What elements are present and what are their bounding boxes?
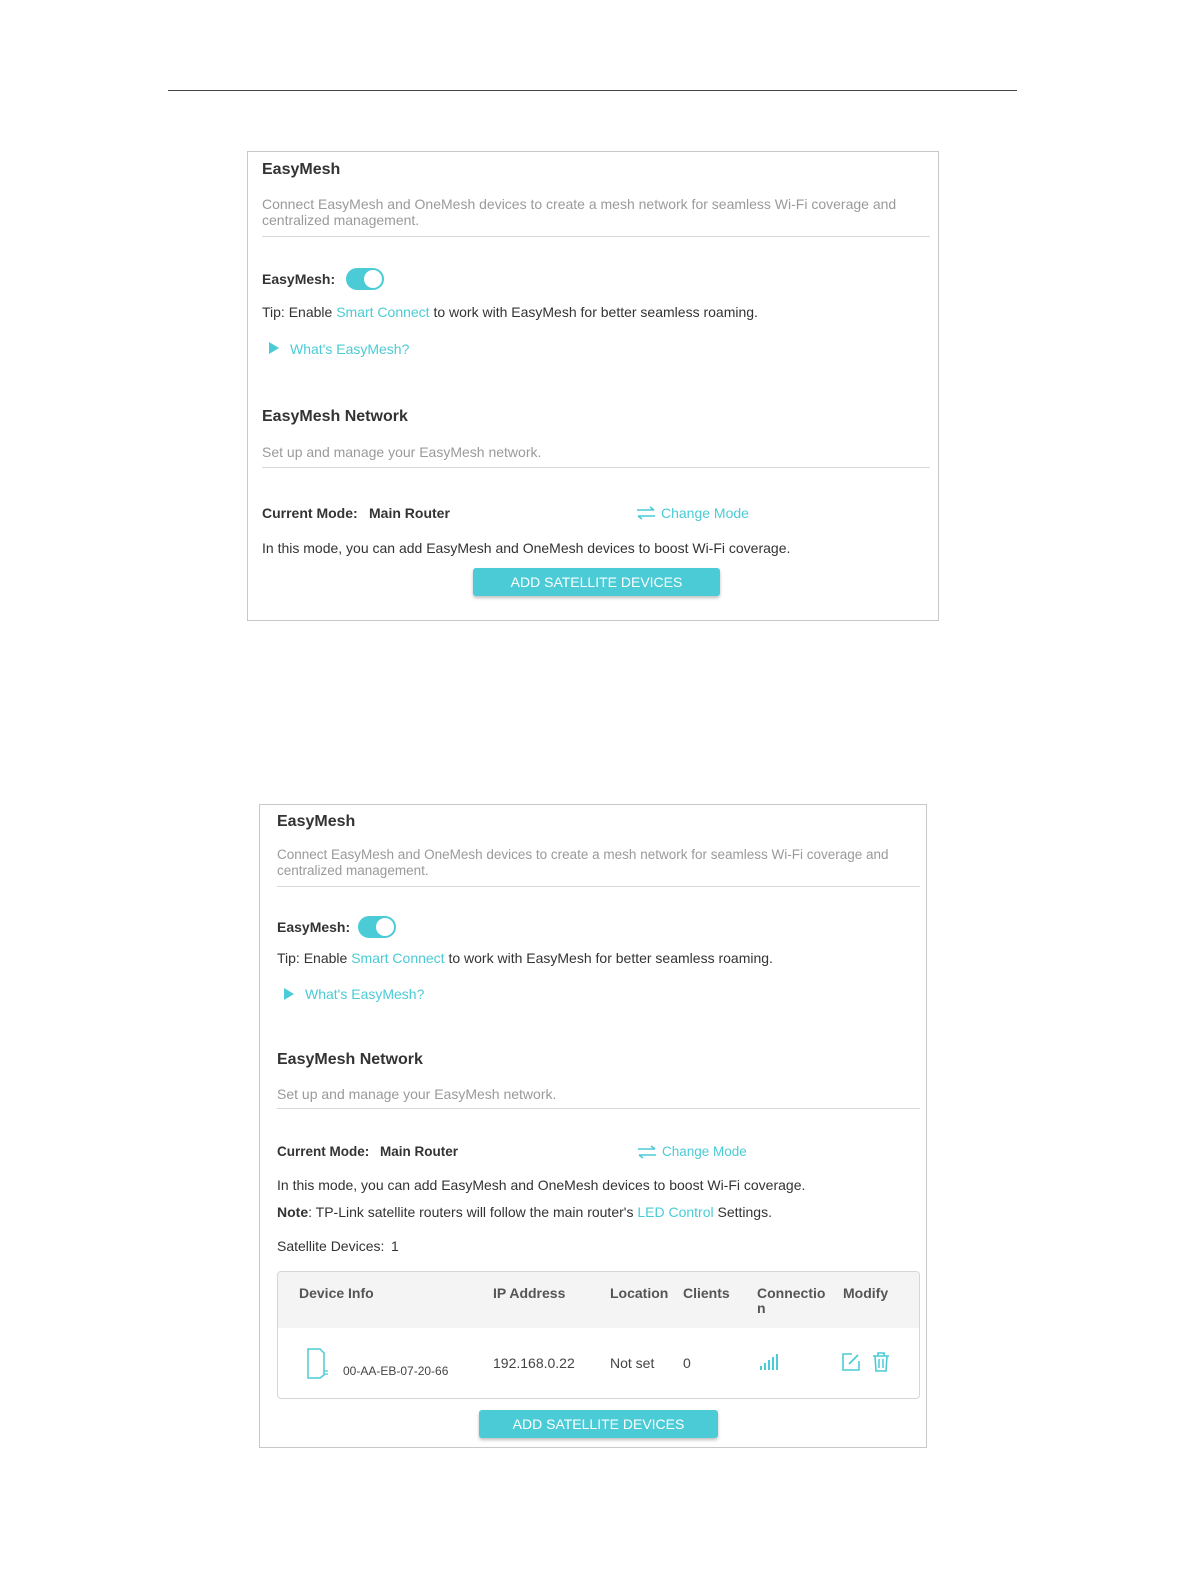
network-section-description: Set up and manage your EasyMesh network. — [262, 444, 542, 460]
section-title: EasyMesh — [262, 161, 341, 178]
network-section-description: Set up and manage your EasyMesh network. — [277, 1086, 557, 1102]
mode-info-text: In this mode, you can add EasyMesh and OneMesh devices to boost Wi-Fi coverage. — [262, 540, 791, 556]
easymesh-toggle-label: EasyMesh: — [277, 919, 351, 935]
whats-easymesh-link[interactable]: What's EasyMesh? — [290, 341, 410, 357]
easymesh-toggle-label: EasyMesh: — [262, 271, 336, 287]
tip-suffix: to work with EasyMesh for better seamless roaming. — [429, 304, 758, 320]
toggle-knob — [376, 918, 394, 936]
smart-connect-link[interactable]: Smart Connect — [351, 950, 445, 966]
section-description: Connect EasyMesh and OneMesh devices to create a mesh network for seamless Wi-Fi coverage and centralized management. — [262, 196, 897, 228]
network-section-title: EasyMesh Network — [262, 408, 408, 425]
swap-arrows-icon[interactable] — [636, 506, 656, 520]
smart-connect-link[interactable]: Smart Connect — [336, 304, 430, 320]
column-modify: Modify — [843, 1285, 889, 1301]
add-satellite-devices-button[interactable]: ADD SATELLITE DEVICES — [479, 1410, 718, 1438]
device-mac: 00-AA-EB-07-20-66 — [343, 1364, 449, 1378]
signal-bars-icon — [760, 1354, 778, 1370]
edit-icon[interactable] — [842, 1353, 860, 1371]
whats-easymesh-link[interactable]: What's EasyMesh? — [305, 986, 425, 1002]
easymesh-panel-2 — [259, 804, 927, 1448]
column-location: Location — [610, 1285, 669, 1301]
divider — [277, 1108, 920, 1109]
satellite-devices-table — [277, 1271, 920, 1399]
divider — [277, 886, 920, 887]
table-row — [278, 1328, 919, 1399]
trash-icon[interactable] — [872, 1352, 890, 1372]
satellite-device-icon — [304, 1347, 330, 1381]
expand-triangle-icon[interactable] — [269, 342, 279, 354]
swap-arrows-icon[interactable] — [637, 1145, 657, 1159]
column-ip-address: IP Address — [493, 1285, 566, 1301]
column-clients: Clients — [683, 1285, 730, 1301]
current-mode-label: Current Mode: — [277, 1144, 370, 1159]
current-mode-value: Main Router — [369, 505, 450, 521]
column-connection: Connectio n — [757, 1285, 826, 1316]
tip-prefix: Tip: Enable — [277, 950, 352, 966]
divider — [262, 236, 930, 237]
current-mode-value: Main Router — [380, 1144, 459, 1159]
current-mode-label: Current Mode: — [262, 505, 358, 521]
satellite-devices-count: 1 — [391, 1238, 399, 1254]
tip-prefix: Tip: Enable — [262, 304, 337, 320]
tip-text — [262, 304, 758, 320]
section-description: Connect EasyMesh and OneMesh devices to create a mesh network for seamless Wi-Fi coverage and centralized management. — [277, 847, 889, 878]
device-ip: 192.168.0.22 — [493, 1355, 575, 1371]
note-label: Note — [277, 1204, 309, 1220]
change-mode-link[interactable]: Change Mode — [662, 1144, 747, 1159]
easymesh-toggle[interactable] — [346, 268, 384, 290]
led-control-link[interactable]: LED Control — [637, 1204, 714, 1220]
device-location: Not set — [610, 1355, 655, 1371]
change-mode-link[interactable]: Change Mode — [661, 505, 749, 521]
note-text — [277, 1204, 772, 1220]
mode-info-text: In this mode, you can add EasyMesh and OneMesh devices to boost Wi-Fi coverage. — [277, 1177, 806, 1193]
device-clients: 0 — [683, 1355, 691, 1371]
divider — [262, 467, 930, 468]
tip-text — [277, 950, 773, 966]
network-section-title: EasyMesh Network — [277, 1051, 423, 1068]
section-title: EasyMesh — [277, 813, 356, 830]
column-device-info: Device Info — [299, 1285, 374, 1301]
add-satellite-devices-button[interactable]: ADD SATELLITE DEVICES — [473, 568, 720, 596]
note-prefix: : TP-Link satellite routers will follow the main router's — [308, 1204, 638, 1220]
satellite-devices-label: Satellite Devices: — [277, 1238, 385, 1254]
page-header-rule — [168, 90, 1017, 91]
toggle-knob — [364, 270, 382, 288]
expand-triangle-icon[interactable] — [284, 988, 294, 1000]
table-header — [278, 1272, 919, 1328]
easymesh-panel-1 — [247, 151, 939, 621]
easymesh-toggle[interactable] — [358, 916, 396, 938]
note-suffix: Settings. — [713, 1204, 772, 1220]
tip-suffix: to work with EasyMesh for better seamless roaming. — [444, 950, 773, 966]
